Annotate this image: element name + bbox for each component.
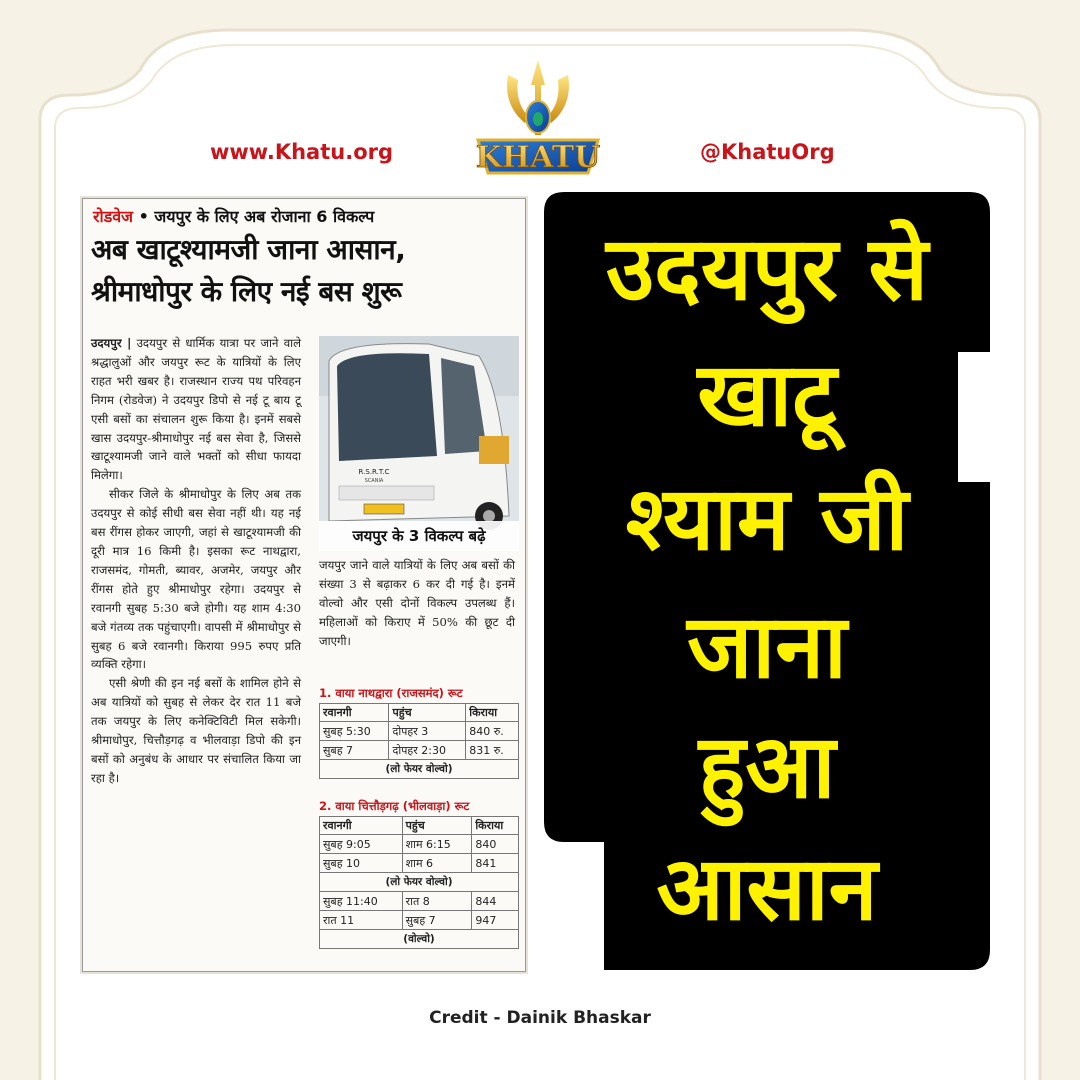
header-fare: किराया: [466, 704, 519, 722]
headline-line-5: हुआ: [698, 715, 836, 818]
credit-text: Credit - Dainik Bhaskar: [429, 1008, 651, 1028]
table-cell: 844: [472, 892, 519, 911]
table-cell: शाम 6:15: [402, 835, 472, 854]
clipping-title: [91, 229, 519, 313]
article-para-1: उदयपुर से धार्मिक यात्रा पर जाने वाले श्रद्धालुओं और जयपुर रूट के यात्रियों के लिए राहत भरी खबर है। राजस्थान राज्य पथ परिवहन निगम (रोडवेज) ने उदयपुर डिपो से नई टू बाय टू एसी बसों का संचालन शुरू किया है। इनमें सबसे खास उदयपुर-श्रीमाधोपुर नई बस सेवा है, जिससे खाटूश्यामजी जाने वाले भक्तों को सीधा फायदा मिलेगा।: [91, 336, 301, 483]
article-para-3: एसी श्रेणी की इन नई बसों के शामिल होने से अब यात्रियों को सुबह से लेकर देर रात 11 बजे तक जयपुर के लिए कनेक्टिविटी मिल सकेगी। श्रीमाधोपुर, चित्तौड़गढ़ व भीलवाड़ा डिपो की इन बसों को अनुबंध के आधार पर संचालित किया जा रहा है।: [91, 676, 301, 785]
table-note-row: [320, 760, 519, 779]
route-1-title: 1. वाया नाथद्वारा (राजसमंद) रूट: [319, 686, 463, 700]
table-row: [320, 722, 519, 741]
headline-block: [544, 192, 990, 970]
table-cell: 840 रु.: [466, 722, 519, 741]
table-cell: रात 8: [402, 892, 472, 911]
social-handle[interactable]: @KhatuOrg: [700, 140, 835, 164]
header-fare: किराया: [472, 817, 519, 835]
table-cell: सुबह 7: [402, 911, 472, 930]
route-1-table: [319, 703, 519, 779]
clipping-subhead: रोडवेज • जयपुर के लिए अब रोजाना 6 विकल्प: [93, 207, 375, 226]
table-row: [320, 854, 519, 873]
header-arrival: पहुंच: [389, 704, 466, 722]
header-departure: रवानगी: [320, 704, 389, 722]
table-row: [320, 892, 519, 911]
table-row: [320, 835, 519, 854]
bus-caption: जयपुर के 3 विकल्प बढ़े: [319, 521, 519, 551]
route-1-note: (लो फेयर वोल्वो): [320, 760, 519, 779]
article-column-2: जयपुर जाने वाले यात्रियों के लिए अब बसों की संख्या 3 से बढ़ाकर 6 कर दी गई है। इनमें वोल्वो और एसी दोनों विकल्प उपलब्ध हैं। महिलाओं को किराए में 50% की छूट दी जाएगी।: [319, 558, 515, 648]
table-row: [320, 741, 519, 760]
route-2-note-2: (वोल्वो): [320, 930, 519, 949]
header-departure: रवानगी: [320, 817, 403, 835]
article-column-1: [91, 334, 301, 788]
title-line-1: अब खाटूश्यामजी जाना आसान,: [91, 233, 406, 266]
table-cell: रात 11: [320, 911, 403, 930]
newspaper-clipping: [82, 198, 526, 972]
article-para-2: सीकर जिले के श्रीमाधोपुर के लिए अब तक उदयपुर से कोई सीधी बस सेवा नहीं थी। यह नई बस रींगस होकर जाएगी, जहां से खाटूश्यामजी की दूरी मात्र 16 किमी है। इसका रूट नाथद्वारा, राजसमंद, गोमती, ब्यावर, अजमेर, जयपुर और रींगस होते हुए श्रीमाधोपुर रहेगा। उदयपुर से रवानगी सुबह 5:30 बजे होगी। यह शाम 4:30 बजे गंतव्य तक पहुंचाएगी। वापसी में श्रीमाधोपुर से सुबह 6 बजे रवानगी। किराया 995 रुपए प्रति व्यक्ति रहेगा।: [91, 487, 301, 672]
table-cell: 831 रु.: [466, 741, 519, 760]
table-cell: सुबह 10: [320, 854, 403, 873]
table-cell: सुबह 5:30: [320, 722, 389, 741]
table-row: [320, 911, 519, 930]
bus-brand-text: SCANIA: [364, 478, 384, 484]
table-cell: 840: [472, 835, 519, 854]
table-note-row: [320, 930, 519, 949]
header-arrival: पहुंच: [402, 817, 472, 835]
table-note-row: [320, 873, 519, 892]
bus-plate-text: R.S.R.T.C: [358, 468, 390, 476]
subhead-text: जयपुर के लिए अब रोजाना 6 विकल्प: [154, 207, 375, 226]
logo-text: KHATU: [475, 140, 601, 175]
headline-line-3: श्याम जी: [625, 467, 909, 570]
table-cell: 841: [472, 854, 519, 873]
title-line-2: श्रीमाधोपुर के लिए नई बस शुरू: [91, 275, 402, 308]
route-2-table: [319, 816, 519, 949]
table-cell: दोपहर 3: [389, 722, 466, 741]
website-link[interactable]: www.Khatu.org: [210, 140, 394, 164]
table-header-row: [320, 704, 519, 722]
table-cell: 947: [472, 911, 519, 930]
table-cell: सुबह 9:05: [320, 835, 403, 854]
bus-photo: [319, 336, 519, 551]
headline-line-1: उदयपुर से: [605, 217, 929, 320]
route-1-block: [319, 686, 519, 779]
section-tag: रोडवेज: [93, 207, 134, 226]
table-cell: शाम 6: [402, 854, 472, 873]
route-2-block: [319, 799, 519, 949]
table-header-row: [320, 817, 519, 835]
headline-line-2: खाटू: [697, 343, 837, 446]
headline-line-4: जाना: [687, 595, 847, 698]
headline-line-6: आसान: [656, 837, 878, 940]
route-2-note: (लो फेयर वोल्वो): [320, 873, 519, 892]
dateline: उदयपुर |: [91, 336, 132, 350]
table-cell: सुबह 7: [320, 741, 389, 760]
table-cell: सुबह 11:40: [320, 892, 403, 911]
table-cell: दोपहर 2:30: [389, 741, 466, 760]
route-2-title: 2. वाया चित्तौड़गढ़ (भीलवाड़ा) रूट: [319, 799, 470, 813]
khatu-logo: [463, 55, 613, 185]
